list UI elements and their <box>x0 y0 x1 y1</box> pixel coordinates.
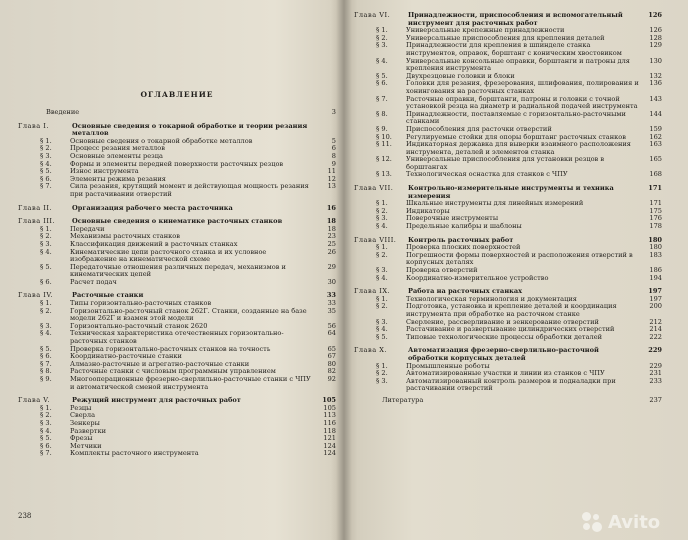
toc-entry-number: § 3. <box>40 239 52 248</box>
toc-title: ОГЛАВЛЕНИЕ <box>140 90 214 99</box>
toc-entry-title: Универсальные консольные оправки, борштанги и патроны для крепления инструмента <box>406 56 630 73</box>
toc-entry-number: § 3. <box>40 321 52 330</box>
toc-entry-page: 18 <box>326 217 336 226</box>
toc-entry-page: 105 <box>322 396 336 405</box>
toc-entry-title: Индикаторная державка для выверки взаимного расположения инструмента, деталей и элементов станка <box>406 140 631 156</box>
toc-entry-title: Расточные оправки, борштанги, патроны и головки с точной установкой резца на диаметр и радиальной подачей инструмента <box>406 94 638 111</box>
toc-entry-number: Глава X. <box>354 346 388 355</box>
toc-entry-title: Головки для резания, фрезерования, шлифования, полирования и хонингования на расточных станках <box>406 79 639 95</box>
toc-entry-number: § 2. <box>376 33 388 42</box>
toc-entry-number: § 4. <box>40 247 52 256</box>
toc-entry-number: Глава II. <box>18 203 53 212</box>
toc-entry-number: § 1. <box>40 136 52 145</box>
toc-entry-title: Метчики <box>70 441 102 450</box>
toc-entry-page: 237 <box>649 395 662 404</box>
toc-chapter-row <box>18 123 336 138</box>
toc-entry-page: 80 <box>327 359 336 368</box>
toc-entry-page: 26 <box>327 247 336 256</box>
toc-section-row <box>354 378 662 393</box>
toc-entry-page: 229 <box>648 346 662 355</box>
toc-entry-title: Автоматизированный контроль размеров и подналадки при растачивании отверстий <box>406 376 616 393</box>
toc-entry-title: Основные элементы резца <box>70 151 163 160</box>
toc-entry-number: § 5. <box>40 262 52 271</box>
toc-entry-page: 136 <box>649 79 662 88</box>
toc-entry-page: 11 <box>327 167 336 176</box>
toc-entry-page: 13 <box>327 182 336 191</box>
toc-entry-title: Режущий инструмент для расточных работ <box>72 396 241 405</box>
toc-entry-page: 214 <box>649 325 662 334</box>
toc-entry-title: Координатно-измерительное устройство <box>406 273 549 282</box>
toc-entry-page: 132 <box>649 71 662 80</box>
toc-entry-number: § 1. <box>376 361 388 370</box>
toc-entry-number: Глава VI. <box>354 11 391 19</box>
toc-entry-number: Глава III. <box>18 217 56 226</box>
toc-entry-page: 129 <box>649 41 662 50</box>
toc-entry-title: Принадлежности, поставляемые с горизонтально-расточными станками <box>406 109 626 126</box>
toc-entry-page: 197 <box>649 294 662 303</box>
toc-entry-number: § 4. <box>40 159 52 168</box>
toc-entry-title: Погрешности формы поверхностей и расположения отверстий в корпусных деталях <box>406 250 633 267</box>
toc-entry-number: § 4. <box>376 273 388 282</box>
toc-entry-number: § 3. <box>376 41 388 50</box>
toc-section-row <box>354 42 662 57</box>
toc-section-row <box>18 264 336 279</box>
toc-entry-title: Подготовка, установка и крепление деталей и координация инструмента при обработке на расточном станке <box>406 302 617 318</box>
toc-entry-title: Универсальные приспособления для установки резцов в борштангах <box>406 155 605 171</box>
toc-entry-title: Приспособления для расточки отверстий <box>406 124 552 133</box>
toc-entry-page: 159 <box>649 124 662 133</box>
toc-entry-number: § 5. <box>40 434 52 443</box>
toc-entry-page: 194 <box>649 273 662 282</box>
toc-entry-number: § 11. <box>376 140 392 149</box>
toc-entry-page: 5 <box>331 136 336 145</box>
toc-entry-title: Техническая характеристика отечественных горизонтально-расточных станков <box>70 329 284 346</box>
toc-entry-title: Типы горизонтально-расточных станков <box>70 299 212 308</box>
toc-entry-page: 233 <box>649 376 662 385</box>
toc-section-row <box>18 450 336 458</box>
toc-entry-page: 92 <box>327 375 336 383</box>
toc-section-row <box>18 279 336 287</box>
toc-entry-title: Комплекты расточного инструмента <box>70 449 199 458</box>
toc-entry-title: Контрольно-измерительные инструменты и техника измерения <box>408 184 614 200</box>
toc-entry-page: 18 <box>327 224 336 233</box>
toc-entry-page: 231 <box>649 369 662 378</box>
toc-entry-number: § 2. <box>376 206 388 215</box>
toc-entry-page: 165 <box>649 155 662 164</box>
toc-entry-title: Фрезы <box>70 434 93 443</box>
toc-entry-page: 130 <box>649 56 662 65</box>
toc-section-row <box>354 156 662 171</box>
toc-entry-page: 197 <box>648 287 662 296</box>
toc-entry-title: Литература <box>382 395 424 404</box>
toc-entry-page: 163 <box>649 140 662 149</box>
toc-entry-page: 118 <box>323 426 336 435</box>
toc-entry-number: § 1. <box>40 224 52 233</box>
toc-entry-page: 121 <box>323 434 336 443</box>
toc-entry-number <box>354 397 382 405</box>
toc-chapter-row <box>18 205 336 213</box>
toc-entry-number: § 2. <box>376 302 388 311</box>
toc-entry-page: 124 <box>323 441 336 450</box>
toc-section-row <box>18 145 336 153</box>
toc-entry-number: § 4. <box>376 325 388 334</box>
toc-entry-number: Глава IV. <box>18 291 54 300</box>
toc-section-row <box>18 183 336 198</box>
toc-entry-page: 3 <box>331 108 336 116</box>
toc-entry-row <box>354 397 662 405</box>
toc-entry-title: Универсальные крепежные принадлежности <box>406 26 565 35</box>
toc-entry-number: § 7. <box>40 182 52 191</box>
toc-entry-page: 124 <box>323 449 336 458</box>
toc-entry-number: § 5. <box>376 71 388 80</box>
left-toc-list <box>18 109 336 458</box>
toc-entry-title: Горизонтально-расточный станок 2620 <box>70 321 208 330</box>
toc-section-row <box>354 303 662 318</box>
toc-section-row <box>354 334 662 342</box>
toc-chapter-row <box>18 218 336 226</box>
toc-entry-number: § 1. <box>376 294 388 303</box>
toc-entry-page: 8 <box>331 151 336 160</box>
toc-entry-page: 64 <box>327 329 336 338</box>
toc-entry-title: Технологическая терминология и документация <box>406 294 577 303</box>
toc-entry-title: Расчет подач <box>70 277 117 286</box>
toc-entry-title: Основные сведения о кинематике расточных станков <box>72 217 283 226</box>
toc-entry-number: § 4. <box>376 222 388 231</box>
toc-section-row <box>354 80 662 95</box>
toc-entry-title: Автоматизированные участки и линии из станков с ЧПУ <box>406 369 605 378</box>
toc-entry-number: § 8. <box>376 109 388 118</box>
toc-entry-title: Работа на расточных станках <box>408 287 523 296</box>
toc-entry-number: Глава VIII. <box>354 235 397 244</box>
toc-entry-page: 33 <box>326 291 336 300</box>
toc-entry-number: § 2. <box>376 250 388 259</box>
toc-entry-title: Контроль расточных работ <box>408 235 514 244</box>
toc-entry-page: 162 <box>649 132 662 141</box>
toc-chapter-row <box>354 347 662 362</box>
toc-section-row <box>18 168 336 176</box>
toc-entry-title: Элементы режима резания <box>70 174 166 183</box>
toc-entry-title: Принадлежности, приспособления и вспомогательный инструмент для расточных работ <box>408 11 623 27</box>
toc-entry-page: 143 <box>649 94 662 103</box>
toc-entry-title: Индикаторы <box>406 206 450 215</box>
toc-entry-number: § 3. <box>376 266 388 274</box>
toc-entry-number: § 2. <box>40 306 52 315</box>
toc-entry-title: Передачи <box>70 224 105 233</box>
page-number: 238 <box>18 512 32 520</box>
toc-entry-title: Предельные калибры и шаблоны <box>406 222 522 231</box>
toc-section-row <box>354 141 662 156</box>
toc-entry-row <box>18 109 336 117</box>
toc-section-row <box>354 208 662 216</box>
toc-entry-number: § 1. <box>376 243 388 252</box>
toc-entry-title: Расточные станки <box>72 291 144 300</box>
toc-entry-number: § 4. <box>40 329 52 338</box>
toc-entry-title: Регулируемые стойки для опоры борштанг расточных станков <box>406 132 626 141</box>
toc-entry-number: § 7. <box>376 94 388 103</box>
toc-entry-number: § 5. <box>40 344 52 353</box>
toc-entry-title: Шкальные инструменты для линейных измерений <box>406 199 584 208</box>
toc-entry-title: Сила резания, крутящий момент и действующая мощность резания при растачивании отверстий <box>70 182 309 198</box>
toc-entry-title: Зенкеры <box>70 418 100 427</box>
toc-entry-title: Проверка плоских поверхностей <box>406 243 521 252</box>
toc-section-row <box>354 96 662 111</box>
toc-section-row <box>18 412 336 420</box>
toc-entry-number: § 9. <box>40 375 52 383</box>
toc-entry-number: § 8. <box>40 367 52 376</box>
toc-section-row <box>18 138 336 146</box>
toc-entry-title: Технологическая оснастка для станков с ЧПУ <box>406 170 568 179</box>
toc-entry-title: Горизонтально-расточный станок 262Г. Станки, созданные на базе модели 262Г и взамен этой модели <box>70 306 307 323</box>
toc-entry-page: 12 <box>327 174 336 183</box>
toc-entry-title: Промышленные роботы <box>406 361 490 370</box>
toc-entry-number <box>18 109 46 117</box>
toc-section-row <box>354 200 662 208</box>
toc-entry-number: § 6. <box>40 174 52 183</box>
toc-entry-title: Основные сведения о токарной обработке металлов <box>70 136 253 145</box>
toc-entry-number: Глава I. <box>18 121 49 130</box>
toc-entry-page: 105 <box>323 403 336 412</box>
toc-entry-page: 30 <box>327 277 336 286</box>
toc-entry-page: 82 <box>327 367 336 376</box>
toc-entry-page: 176 <box>649 214 662 223</box>
toc-entry-number: § 6. <box>40 441 52 450</box>
toc-entry-number: § 3. <box>376 376 388 385</box>
toc-section-row <box>18 161 336 169</box>
toc-entry-number: § 4. <box>40 426 52 435</box>
toc-entry-title: Автоматизация фрезерно-сверлильно-расточной обработки корпусных деталей <box>408 346 599 362</box>
toc-entry-page: 168 <box>649 170 662 179</box>
toc-entry-page: 180 <box>648 235 662 244</box>
toc-entry-title: Процесс резания металлов <box>70 144 165 153</box>
toc-entry-page: 128 <box>649 33 662 42</box>
toc-entry-number: Глава VII. <box>354 184 394 193</box>
toc-section-row <box>18 405 336 413</box>
toc-entry-title: Резцы <box>70 403 92 412</box>
toc-entry-number: § 2. <box>40 232 52 241</box>
right-page <box>346 0 688 540</box>
avito-watermark <box>582 510 678 534</box>
toc-entry-page: 29 <box>327 262 336 271</box>
toc-entry-page: 126 <box>649 26 662 35</box>
toc-entry-page: 67 <box>327 352 336 361</box>
toc-entry-number: § 3. <box>376 317 388 326</box>
toc-entry-title: Сверление, рассверливание и зенкерование отверстий <box>406 317 599 326</box>
toc-section-row <box>18 376 336 391</box>
toc-entry-page: 33 <box>327 299 336 308</box>
toc-section-row <box>18 420 336 428</box>
toc-entry-title: Двухрезцовые головки и блоки <box>406 71 515 80</box>
toc-entry-title: Многооперационные фрезерно-сверлильно-расточные станки с ЧПУ и автоматической сменой инструмента <box>70 375 311 391</box>
toc-entry-page: 25 <box>327 239 336 248</box>
toc-entry-title: Кинематические цепи расточного станка и их условное изображение на кинематической схеме <box>70 247 267 264</box>
toc-entry-title: Алмазно-расточные и агрегатно-расточные станки <box>70 359 250 368</box>
toc-section-row <box>18 330 336 345</box>
left-page <box>0 0 342 540</box>
avito-logo-icon <box>582 512 602 532</box>
toc-section-row <box>18 428 336 436</box>
toc-entry-number: § 2. <box>40 411 52 420</box>
toc-entry-page: 116 <box>323 418 336 427</box>
toc-entry-number: § 3. <box>40 151 52 160</box>
toc-section-row <box>18 249 336 264</box>
toc-entry-page: 178 <box>649 222 662 231</box>
toc-entry-page: 23 <box>327 232 336 241</box>
toc-entry-title: Проверка отверстий <box>406 266 478 274</box>
toc-section-row <box>354 58 662 73</box>
toc-entry-title: Универсальные приспособления для крепления деталей <box>406 33 605 42</box>
toc-entry-number: § 13. <box>376 170 392 179</box>
toc-entry-number: § 10. <box>376 132 392 141</box>
toc-entry-title: Механизмы расточных станков <box>70 232 180 241</box>
toc-entry-title: Износ инструмента <box>70 167 139 176</box>
toc-section-row <box>354 223 662 231</box>
toc-chapter-row <box>354 185 662 200</box>
toc-entry-page: 200 <box>649 302 662 311</box>
toc-entry-title: Организация рабочего места расточника <box>72 203 233 212</box>
toc-entry-number: § 3. <box>40 418 52 427</box>
toc-entry-page: 113 <box>323 411 336 420</box>
toc-entry-number: § 1. <box>40 403 52 412</box>
toc-entry-title: Проверка горизонтально-расточных станков на точность <box>70 344 271 353</box>
toc-entry-number: § 2. <box>376 369 388 378</box>
toc-entry-title: Типовые технологические процессы обработки деталей <box>406 332 602 341</box>
toc-entry-page: 183 <box>649 250 662 259</box>
toc-entry-number: Глава IX. <box>354 287 391 296</box>
toc-entry-number: § 3. <box>376 214 388 223</box>
toc-entry-title: Сверла <box>70 411 96 420</box>
toc-entry-page: 180 <box>649 243 662 252</box>
toc-entry-page: 212 <box>649 317 662 326</box>
toc-entry-number: § 6. <box>40 277 52 286</box>
toc-section-row <box>18 308 336 323</box>
toc-entry-number: § 6. <box>376 79 388 88</box>
toc-section-row <box>354 171 662 179</box>
toc-entry-page: 175 <box>649 206 662 215</box>
toc-entry-title: Введение <box>46 108 80 116</box>
toc-section-row <box>18 435 336 443</box>
toc-entry-number: § 5. <box>40 167 52 176</box>
toc-chapter-row <box>18 397 336 405</box>
toc-entry-title: Основные сведения о токарной обработке и теории резания металлов <box>72 121 308 138</box>
toc-entry-number: Глава V. <box>18 396 50 405</box>
toc-entry-page: 186 <box>649 266 662 274</box>
toc-entry-title: Формы и элементы передней поверхности расточных резцов <box>70 159 284 168</box>
toc-entry-page: 16 <box>326 203 336 212</box>
toc-entry-number: § 2. <box>40 144 52 153</box>
toc-entry-title: Классификация движений в расточных станках <box>70 239 238 248</box>
toc-entry-page: 144 <box>649 109 662 118</box>
toc-entry-number: § 12. <box>376 155 392 164</box>
toc-entry-number: § 4. <box>376 56 388 65</box>
toc-entry-page: 56 <box>327 321 336 330</box>
toc-section-row <box>354 275 662 283</box>
right-toc-list <box>354 12 662 405</box>
toc-entry-number: § 7. <box>40 359 52 368</box>
toc-entry-title: Поверочные инструменты <box>406 214 499 223</box>
toc-entry-page: 126 <box>648 11 662 19</box>
toc-entry-number: § 1. <box>376 26 388 35</box>
toc-entry-title: Принадлежности для крепления в шпинделе станка инструментов, оправок, борштанг с коническим хвостовиком <box>406 41 622 57</box>
toc-entry-title: Передаточные отношения различных передач, механизмов и кинематических цепей <box>70 262 286 279</box>
toc-entry-title: Расточные станки с числовым программным управлением <box>70 367 276 376</box>
toc-entry-page: 222 <box>649 332 662 341</box>
toc-entry-number: § 5. <box>376 332 388 341</box>
toc-entry-number: § 1. <box>40 299 52 308</box>
toc-section-row <box>354 252 662 267</box>
toc-entry-page: 171 <box>648 184 662 193</box>
toc-entry-number: § 1. <box>376 199 388 208</box>
toc-entry-page: 9 <box>331 159 336 168</box>
toc-entry-page: 35 <box>327 306 336 315</box>
toc-entry-number: § 9. <box>376 124 388 133</box>
toc-entry-title: Координатно-расточные станки <box>70 352 182 361</box>
toc-chapter-row <box>354 12 662 27</box>
toc-entry-page: 65 <box>327 344 336 353</box>
toc-entry-title: Растачивание и развертывание цилиндрических отверстий <box>406 325 615 334</box>
toc-entry-page: 171 <box>649 199 662 208</box>
toc-entry-page: 6 <box>331 144 336 153</box>
watermark-text: Avito <box>608 511 661 533</box>
toc-entry-number: § 7. <box>40 449 52 458</box>
toc-entry-title: Развертки <box>70 426 106 435</box>
toc-entry-number: § 6. <box>40 352 52 361</box>
toc-section-row <box>354 111 662 126</box>
toc-entry-page: 229 <box>649 361 662 370</box>
